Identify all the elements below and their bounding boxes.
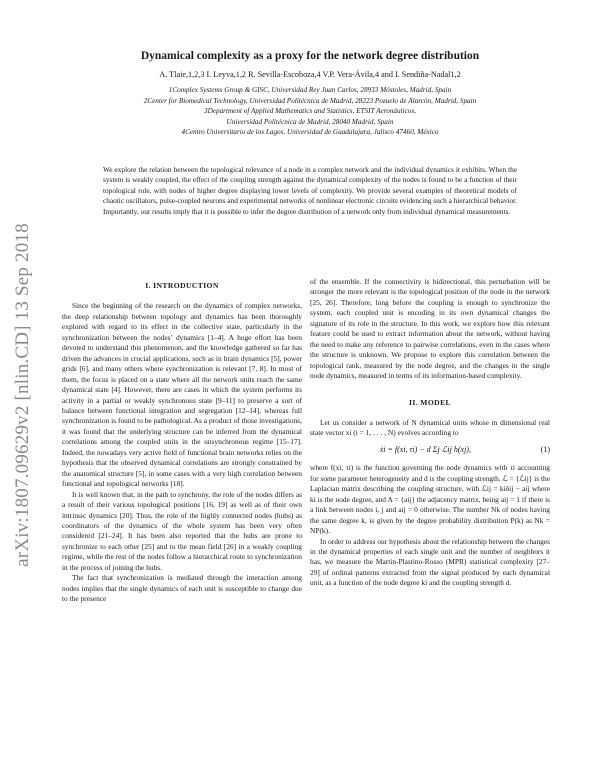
paper-title: Dynamical complexity as a proxy for the network degree distribution — [140, 50, 480, 62]
intro-paragraph-3-cont: of the ensemble. If the connectivity is bidirectional, this perturbation will be stronger the more relevant is the topological position of the node in the network [25, 26]. Therefore, long before the coupling is enough to synchronize the system, each coupled unit is encoding in its own dynamical changes the signature of its role in the structure. In this work, we explore how this relevant feature could be used to extract information about the network, without having the need to make any reference to pairwise correlations, even in the cases where the structure is unknown. We propose to explore this correlation between the topological rank, measured by the node degree, and the changes in the single node dynamics, measured in terms of its information-based complexity. — [310, 277, 550, 381]
model-paragraph-2: where f(xi, τi) is the function governing the node dynamics with τi accounting for some parameter heterogeneity and d is the coupling strength. ℒ = {ℒij} is the Laplacian matrix describing the coupling structure, with ℒij = kiδij − aij where ki is the node degree, and A = {aij} the adjacency matrix, being aij = 1 if there is a link between nodes i, j and aij = 0 otherwise. The number Nk of nodes having the same degree k, is given by the degree probability distribution P(k) as Nk = NP(k). — [310, 463, 550, 536]
equation-expression: ẋi = f(xi, τi) − d Σj ℒij h(xj), — [379, 444, 471, 454]
affiliation-1: 1Complex Systems Group & GISC, Universidad Rey Juan Carlos, 28933 Móstoles, Madrid, Spain — [168, 86, 452, 94]
affiliation-2: 2Center for Biomedical Technology, Universidad Politécnica de Madrid, 28223 Pozuelo de Alarcón, Madrid, Spain — [143, 96, 477, 105]
model-paragraph-3: In order to address our hypothesis about the relationship between the changes in the dynamical properties of each single unit and the number of neighbors it has, we measure the Martin-Plastino-Rosso (MPR) statistical complexity [27–29] of ordinal patterns extracted from the signal produced by each dynamical unit, as a function of the node degree ki and the coupling strength d. — [310, 536, 550, 588]
intro-paragraph-1: Since the beginning of the research on the dynamics of complex networks, the deep relationship between topology and dynamics has been thoroughly explored with regard to its effect in the collective state, particularly in the synchronization between the nodes’ dynamics [1–4]. A huge effort has been devoted to understand this phenomenon, and the knowledge gathered so far has driven the advances in crucial applications, such as in brain dynamics [5], power grids [6], and many others where synchronization is relevant [7, 8]. In most of them, the focus is placed on a state where all the network units reach the same dynamical state [4]. However, there are cases in which the system performs its activity in a partial or weakly synchronous state [9–11] to preserve a sort of balance between functional integration and segregation [12–14], whereas full synchronization is found to be pathological. As a product of those investigations, it was found that the underlying structure can be inferred from the dynamical correlations among the coupled units in the unsynchronous regime [15–17]. Indeed, the nowadays very active field of functional brain networks relies on the hypothesis that the observed dynamical correlations are strongly constrained by the anatomical structure [5], in some cases with a very high correlation between functional and topological networks [18]. — [62, 301, 302, 489]
arxiv-identifier — [4, 190, 42, 600]
intro-paragraph-3: The fact that synchronization is mediated through the interaction among nodes implies that the single dynamics of each unit is susceptible to change due to the presence — [62, 573, 302, 604]
intro-paragraph-2: It is well known that, in the path to synchrony, the role of the nodes differs as a result of their various topological positions [16, 19] as well as of their own intrinsic dynamics [20]. Thus, the role of the highly connected nodes (hubs) as coordinators of the dynamics of the whole system has been very often considered [21–24]. It has been also reported that the hubs are prone to synchronize to each other [25] and to the mean field [26] in a weakly coupling regime, while the rest of the nodes follow a hierarchical route to synchronization in the process of joining the hubs. — [62, 489, 302, 572]
affiliation-3: 3Department of Applied Mathematics and Statistics, ETSIT Aeronáuticos, — [204, 107, 416, 116]
abstract: We explore the relation between the topological relevance of a node in a complex network and the individual dynamics it exhibits. When the system is weakly coupled, the effect of the coupling strength against the dynamical complexity of the nodes is found to be a function of their topological role, with nodes of higher degree displaying lower levels of complexity. We provide several examples of theoretical models of chaotic oscillators, pulse-coupled neurons and experimental networks of nonlinear electronic circuits evidencing such a hierarchical behavior. Importantly, our results imply that it is possible to infer the degree distribution of a network only from individual dynamical measurements. — [103, 165, 517, 216]
affiliations — [60, 85, 560, 138]
section-heading-model: II. MODEL — [409, 397, 451, 407]
model-paragraph-1: Let us consider a network of N dynamical units whose m dimensional real state vector xi (i = 1, . . . , N) evolves according to — [310, 417, 550, 438]
author-list: A. Tlaie,1,2,3 I. Leyva,1,2 R. Sevilla-Escoboza,4 V.P. Vera-Ávila,4 and I. Sendiña-Nadal1,2 — [159, 70, 461, 79]
arxiv-id-text: arXiv:1807.09629v2 [nlin.CD] 13 Sep 2018 — [12, 223, 33, 567]
affiliation-4: 4Centro Universitario de los Lagos, Universidad de Guadalajara, Jalisco 47460, México — [181, 128, 439, 137]
right-column — [310, 277, 550, 589]
equation-number: (1) — [540, 444, 550, 454]
affiliation-3-cont: Universidad Politécnica de Madrid, 28040 Madrid, Spain — [226, 117, 394, 126]
equation-1 — [310, 445, 550, 455]
left-column — [62, 277, 302, 605]
section-heading-introduction: I. INTRODUCTION — [145, 281, 219, 290]
